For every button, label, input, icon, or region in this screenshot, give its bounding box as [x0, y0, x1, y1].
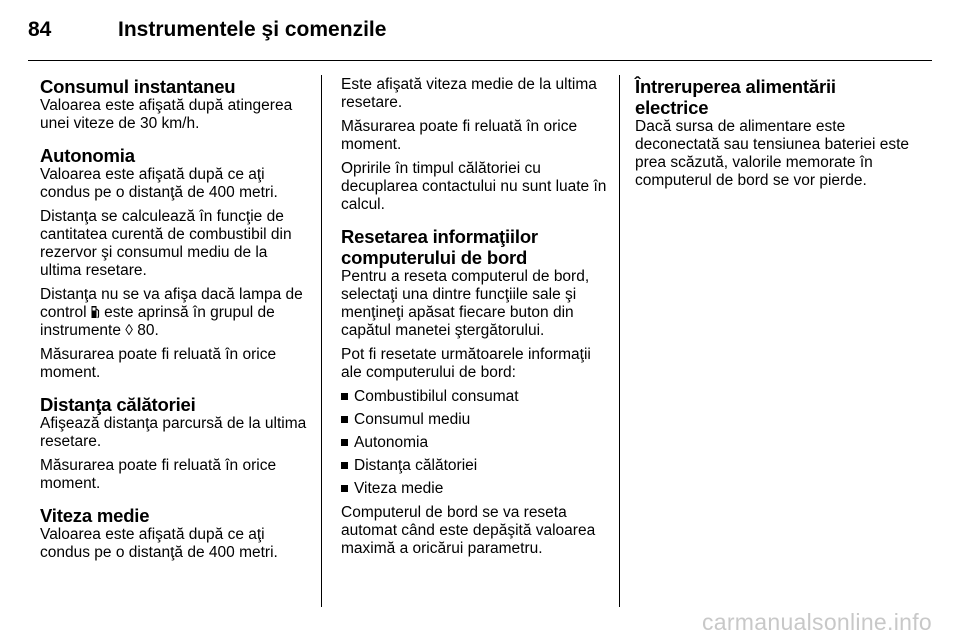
paragraph: Distanţa se calculează în funcţie de cantitatea curentă de combustibil din rezervor şi consumul mediu de la ultima resetare. [40, 208, 292, 279]
bullet-square-icon [341, 462, 348, 469]
list-item-text: Combustibilul consumat [354, 388, 519, 405]
reset-items-list [341, 388, 609, 498]
section-instant-consumption [40, 76, 310, 133]
paragraph: Dacă sursa de alimentare este deconectată sau tensiunea bateriei este prea scăzută, valorile memorate în computerul de bord se vor pierde. [635, 118, 910, 189]
section-average-speed [40, 505, 310, 562]
section-heading: Întreruperea alimentării electrice [635, 76, 836, 118]
running-title: Instrumentele şi comenzile [118, 18, 387, 41]
page-reference: 80. [137, 322, 159, 339]
bullet-square-icon [341, 393, 348, 400]
column-divider-1 [321, 75, 322, 607]
list-item [341, 388, 609, 406]
paragraph: Este afişată viteza medie de la ultima resetare. [341, 76, 597, 111]
paragraph: Valoarea este afişată după ce aţi condus pe o distanţă de 400 metri. [40, 166, 278, 201]
section-heading: Autonomia [40, 145, 135, 166]
paragraph: Pentru a reseta computerul de bord, selectaţi una dintre funcţiile sale şi menţineţi apăsat fiecare buton din capătul manetei ştergătorului. [341, 268, 590, 339]
header-rule [28, 60, 932, 61]
column-1 [40, 76, 310, 574]
section-heading: Consumul instantaneu [40, 76, 236, 97]
paragraph: Pot fi resetate următoarele informaţii ale computerului de bord: [341, 346, 591, 381]
text: este aprinsă în grupul de instrumente [40, 304, 275, 339]
paragraph: Afişează distanţa parcursă de la ultima resetare. [40, 415, 307, 450]
column-divider-2 [619, 75, 620, 607]
column-2 [341, 76, 609, 570]
section-range [40, 145, 310, 382]
list-item [341, 434, 609, 452]
watermark: carmanualsonline.info [701, 609, 932, 635]
bullet-square-icon [341, 485, 348, 492]
list-item [341, 480, 609, 498]
paragraph: Valoarea este afişată după atingerea unei viteze de 30 km/h. [40, 97, 293, 132]
section-heading: Resetarea informaţiilor computerului de bord [341, 226, 538, 268]
page-number: 84 [28, 18, 52, 41]
paragraph: Valoarea este afişată după ce aţi condus pe o distanţă de 400 metri. [40, 526, 278, 561]
paragraph: Măsurarea poate fi reluată în orice moment. [40, 457, 277, 492]
section-trip-distance [40, 394, 310, 493]
paragraph: Măsurarea poate fi reluată în orice moment. [341, 118, 578, 153]
column-3 [635, 76, 910, 202]
paragraph: Opririle în timpul călătoriei cu decuplarea contactului nu sunt luate în calcul. [341, 160, 607, 213]
bullet-square-icon [341, 439, 348, 446]
section-power-interruption [635, 76, 910, 190]
paragraph: Computerul de bord se va reseta automat când este depăşită valoarea maximă a oricărui parametru. [341, 504, 596, 557]
fuel-pump-icon [91, 305, 100, 319]
paragraph-with-icon [40, 286, 310, 340]
page-reference-icon: ◊ [125, 322, 133, 339]
section-reset-info [341, 226, 609, 558]
list-item-text: Viteza medie [354, 480, 444, 497]
list-item-text: Consumul mediu [354, 411, 471, 428]
text: Distanţa nu se va afişa dacă lampa de control [40, 286, 303, 321]
section-heading: Distanţa călătoriei [40, 394, 196, 415]
list-item-text: Autonomia [354, 434, 429, 451]
section-heading: Viteza medie [40, 505, 150, 526]
list-item [341, 457, 609, 475]
list-item-text: Distanţa călătoriei [354, 457, 478, 474]
bullet-square-icon [341, 416, 348, 423]
list-item [341, 411, 609, 429]
section-continuation [341, 76, 609, 214]
paragraph: Măsurarea poate fi reluată în orice moment. [40, 346, 277, 381]
